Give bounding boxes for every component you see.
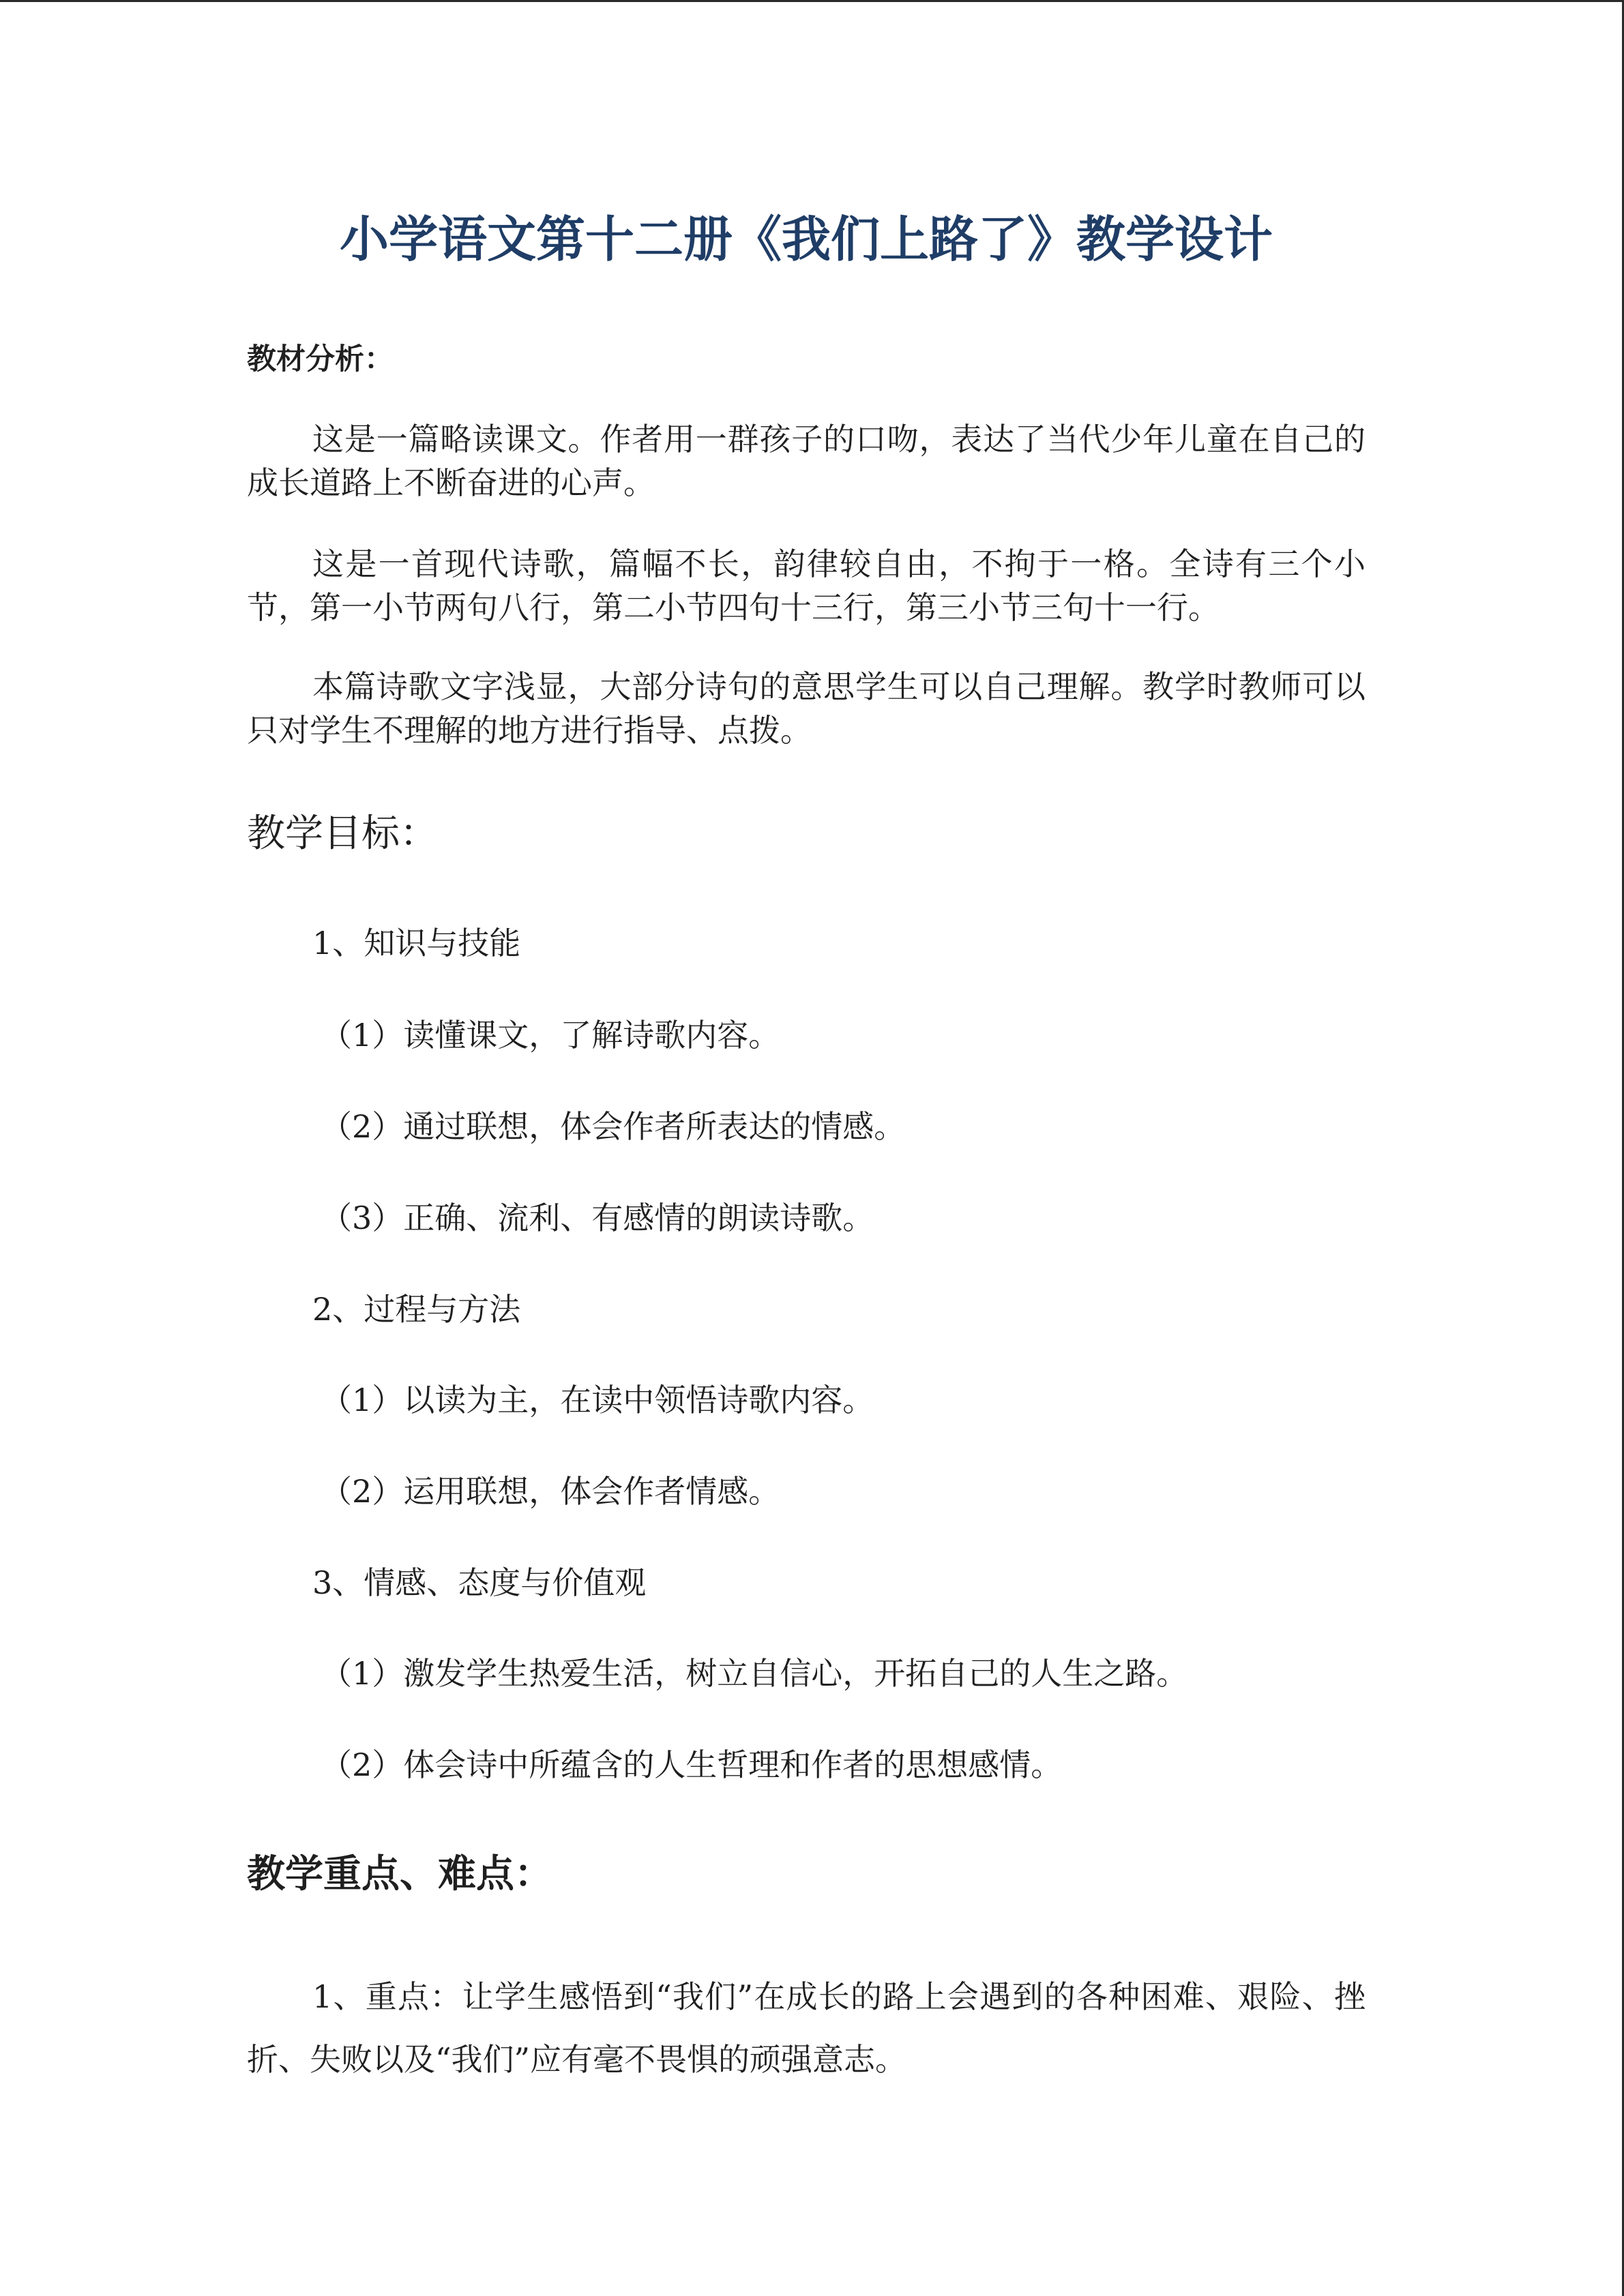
key-points-paragraph-1: 1、重点：让学生感悟到“我们”在成长的路上会遇到的各种困难、艰险、挫折、失败以及“我们”应有毫不畏惧的顽强意志。 [247,1978,1365,2078]
objectives-heading: 教学目标： [247,811,438,856]
objective-item: （2）运用联想，体会作者情感。 [321,1473,780,1510]
key-points-heading: 教学重点、难点： [247,1852,552,1896]
objective-item: 2、过程与方法 [312,1291,521,1328]
material-analysis-paragraph-2: 这是一首现代诗歌，篇幅不长，韵律较自由，不拘于一格。全诗有三个小节，第一小节两句八行，第二小节四句十三行，第三小节三句十一行。 [247,546,1365,626]
objective-item: 1、知识与技能 [312,925,521,961]
objective-item: （1）激发学生热爱生活，树立自信心，开拓自己的人生之路。 [321,1655,1188,1692]
objective-item: 3、情感、态度与价值观 [312,1564,647,1601]
objective-item: （2）通过联想，体会作者所表达的情感。 [321,1108,906,1145]
material-analysis-label: 教材分析： [247,342,394,376]
objective-item: （3）正确、流利、有感情的朗读诗歌。 [321,1199,874,1236]
objective-item: （1）以读为主，在读中领悟诗歌内容。 [321,1382,874,1418]
objective-item: （1）读懂课文，了解诗歌内容。 [321,1017,780,1054]
document-title: 小学语文第十二册《我们上路了》教学设计 [339,211,1273,268]
objective-item: （2）体会诗中所蕴含的人生哲理和作者的思想感情。 [321,1746,1063,1783]
material-analysis-paragraph-3: 本篇诗歌文字浅显，大部分诗句的意思学生可以自己理解。教学时教师可以只对学生不理解的地方进行指导、点拨。 [247,668,1365,749]
page-border-top [0,0,1624,2]
material-analysis-paragraph-1: 这是一篇略读课文。作者用一群孩子的口吻，表达了当代少年儿童在自己的成长道路上不断奋进的心声。 [247,421,1365,501]
